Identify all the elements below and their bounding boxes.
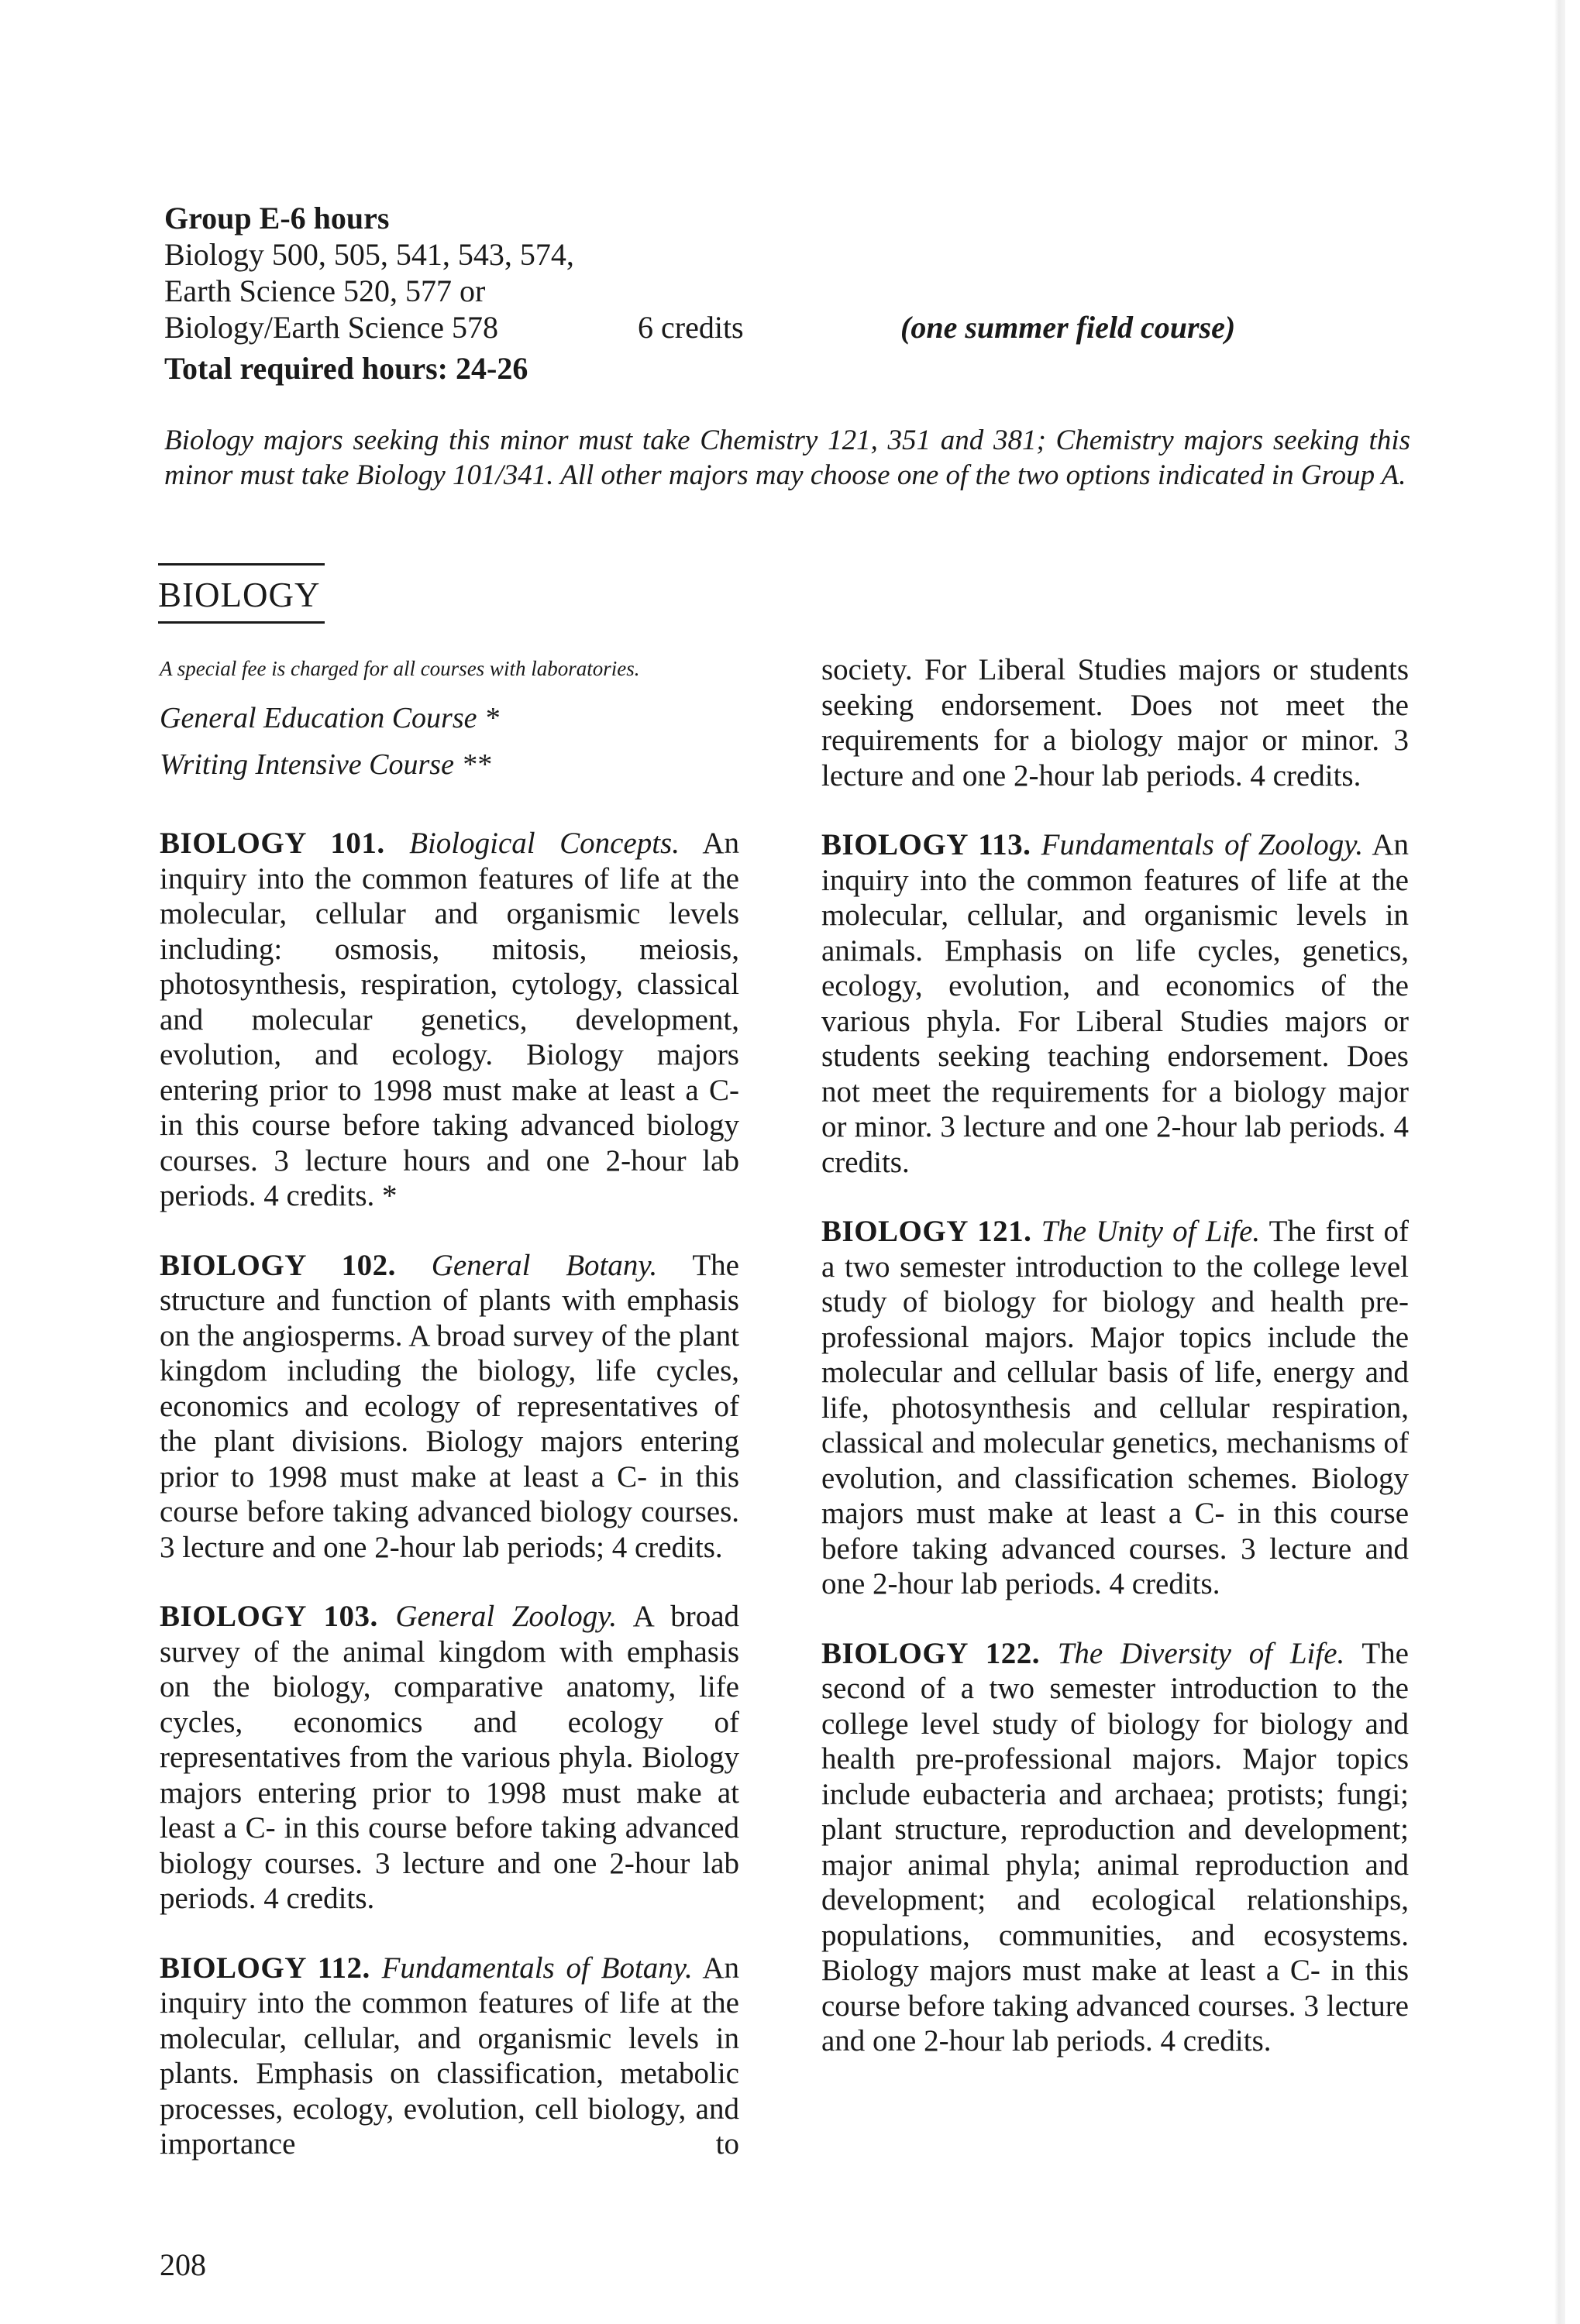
course-code: BIOLOGY 112. (160, 1951, 370, 1985)
course-description-continued: society. For Liberal Studies majors or students seeking endorsement. Does not meet the requirements for a biology major or minor. 3 lecture and one 2-hour lab periods. 4 credits. (821, 653, 1409, 792)
minor-requirements-note: Biology majors seeking this minor must take Chemistry 121, 351 and 381; Chemistry majors seeking this minor must take Biology 101/341. All other majors may choose one of the two options indicated in Group A. (164, 425, 1410, 491)
course-code: BIOLOGY 113. (821, 828, 1031, 861)
group-e-line-3: Biology/Earth Science 578 (164, 310, 499, 345)
course-code: BIOLOGY 101. (160, 827, 385, 860)
group-e-field-note: (one summer field course) (900, 310, 1236, 345)
legend-writing-intensive: Writing Intensive Course ** (160, 748, 491, 781)
course-entry-biology-112 (160, 1951, 739, 2162)
page-edge-shadow (1554, 0, 1565, 2324)
page-number: 208 (160, 2247, 206, 2282)
course-code: BIOLOGY 102. (160, 1248, 396, 1282)
course-code: BIOLOGY 121. (821, 1215, 1032, 1248)
course-code: BIOLOGY 103. (160, 1600, 378, 1633)
course-entry-biology-102 (160, 1248, 739, 1566)
section-title: BIOLOGY (158, 563, 325, 624)
group-e-credits-row (164, 309, 1420, 346)
course-entry-biology-113 (821, 827, 1409, 1180)
course-entry-biology-112-continued (821, 652, 1409, 793)
right-column (821, 652, 1409, 2093)
course-name: General Zoology. (395, 1600, 618, 1633)
total-required-hours: Total required hours: 24-26 (164, 351, 528, 386)
group-e-credits: 6 credits (638, 310, 744, 345)
course-entry-biology-103 (160, 1599, 739, 1917)
course-name: The Diversity of Life. (1057, 1636, 1345, 1670)
group-e-line-2: Earth Science 520, 577 or (164, 273, 486, 308)
group-e-block (164, 200, 1420, 387)
left-column (160, 652, 739, 2196)
group-e-line-1: Biology 500, 505, 541, 543, 574, (164, 237, 574, 272)
course-entry-biology-121 (821, 1214, 1409, 1602)
course-description: The second of a two semester introduction to the college level study of biology for biology and health pre-professional majors. Major topics include eubacteria and archaea; protists; fungi; plant structure, reproduction and development; major animal phyla; animal reproduction and development; and ecological relationships, populations, communities, and ecosystems. Biology majors must make at least a C- in this course before taking advanced courses. 3 lecture and one 2-hour lab periods. 4 credits. (821, 1636, 1409, 2058)
course-name: The Unity of Life. (1041, 1215, 1261, 1248)
course-name: Fundamentals of Botany. (381, 1951, 693, 1985)
lab-fee-note: A special fee is charged for all courses with laboratories. (160, 657, 640, 680)
course-description: A broad survey of the animal kingdom with emphasis on the biology, comparative anatomy, life cycles, economics and ecology of representatives from the various phyla. Biology majors entering prior to 1998 must make at least a C- in this course before taking advanced biology courses. 3 lecture and one 2-hour lab periods. 4 credits. (160, 1600, 740, 1915)
course-description: The structure and function of plants with emphasis on the angiosperms. A broad survey of the plant kingdom including the biology, life cycles, economics and ecology of representatives of the plant divisions. Biology majors entering prior to 1998 must make at least a C- in this course before taking advanced biology courses. 3 lecture and one 2-hour lab periods; 4 credits. (160, 1248, 739, 1564)
course-name: Fundamentals of Zoology. (1041, 828, 1364, 861)
legend-gen-ed: General Education Course * (160, 702, 500, 734)
course-description: The first of a two semester introduction to the college level study of biology for biology and health pre-professional majors. Major topics include the molecular and cellular basis of life, energy and life, photosynthesis and cellular respiration, classical and molecular genetics, mechanisms of evolution, and classification schemes. Biology majors must make at least a C- in this course before taking advanced courses. 3 lecture and one 2-hour lab periods. 4 credits. (821, 1215, 1410, 1600)
course-entry-biology-122 (821, 1636, 1409, 2059)
course-name: General Botany. (431, 1248, 658, 1282)
course-name: Biological Concepts. (409, 827, 680, 860)
course-code: BIOLOGY 122. (821, 1636, 1040, 1670)
course-entry-biology-101 (160, 826, 739, 1214)
course-description: An inquiry into the common features of life at the molecular, cellular, and organismic levels in plants. Emphasis on classification, metabolic processes, ecology, evolution, cell biology, and importance to (160, 1951, 739, 2161)
group-e-heading: Group E-6 hours (164, 201, 390, 235)
course-description: An inquiry into the common features of life at the molecular, cellular, and organismic levels in animals. Emphasis on life cycles, genetics, ecology, evolution, and economics of the various phyla. For Liberal Studies majors or students seeking teaching endorsement. Does not meet the requirements for a biology major or minor. 3 lecture and one 2-hour lab periods. 4 credits. (821, 828, 1409, 1179)
course-description: An inquiry into the common features of life at the molecular, cellular and organismic levels including: osmosis, mitosis, meiosis, photosynthesis, respiration, cytology, classical and molecular genetics, development, evolution, and ecology. Biology majors entering prior to 1998 must make at least a C- in this course before taking advanced biology courses. 3 lecture hours and one 2-hour lab periods. 4 credits. * (160, 827, 739, 1212)
